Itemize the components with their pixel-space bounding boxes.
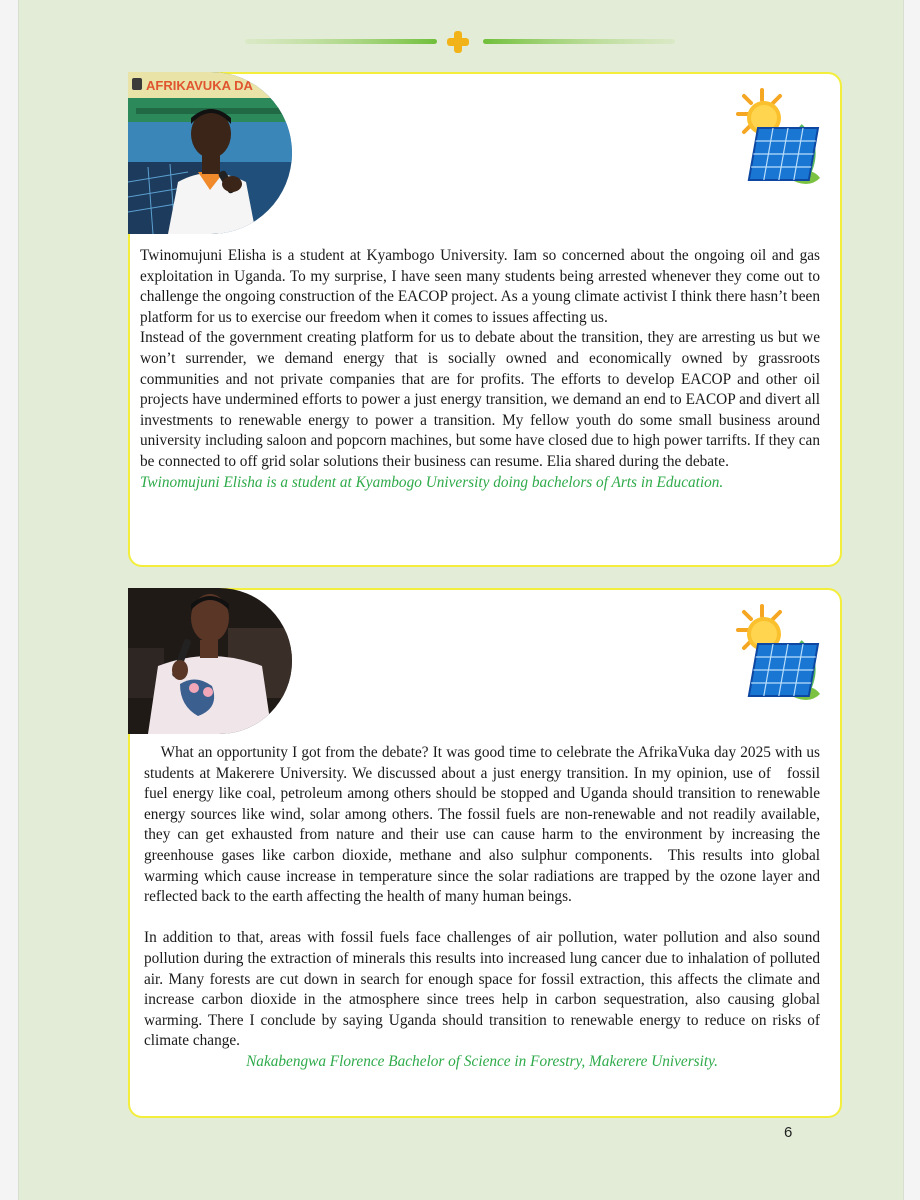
paragraph: In addition to that, areas with fossil fuels face challenges of air pollution, water pollution and also sound pollution during the extraction of minerals this results into increased lung cancer due to inhalation of polluted air. Many forests are cut down in search for enough space for fossil extraction, this affects the climate and increase carbon dioxide in the atmosphere since trees help in carbon sequestration, also causing global warming. There I conclude by saying Uganda should transition to renewable energy to reduce on risks of climate change. bbox=[144, 929, 820, 1050]
paragraph-gap bbox=[144, 908, 820, 929]
speaker-photo-florence bbox=[128, 588, 292, 734]
solar-panel-sun-icon bbox=[730, 86, 826, 196]
article-body bbox=[144, 743, 824, 1073]
paragraph: Twinomujuni Elisha is a student at Kyambogo University. Iam so concerned about the ongoing oil and gas exploitation in Uganda. To my surprise, I have seen many students being arrested whenever they come out to challenge the ongoing construction of the EACOP project. As a young climate activist I think there hasn’t been platform for us to exercise our freedom when it comes to issues affecting us. bbox=[140, 247, 820, 326]
page-right-edge bbox=[903, 0, 920, 1200]
article-card-florence bbox=[128, 588, 842, 1118]
page-left-edge bbox=[0, 0, 19, 1200]
banner-text: AFRIKAVUKA DA bbox=[146, 78, 253, 93]
plus-divider-icon bbox=[245, 28, 675, 56]
page-number: 6 bbox=[784, 1124, 793, 1141]
article-card-elisha bbox=[128, 72, 842, 567]
paragraph: What an opportunity I got from the debate? It was good time to celebrate the AfrikaVuka day 2025 with us students at Makerere University. We discussed about a just energy transition. In my opinion, use of fossil fuel energy like coal, petroleum among others should be stopped and Uganda should transition to renewable energy sources like wind, solar among others. The fossil fuels are non-renewable and not readily available, they can get exhausted from nature and their use can cause harm to the environment by increasing the greenhouse gases like carbon dioxide, methane and also sulphur components. This results into global warming which cause increase in temperature since the solar radiations are trapped by the ozone layer and reflected back to the earth affecting the health of many human beings. bbox=[144, 744, 824, 906]
solar-panel-sun-icon bbox=[730, 602, 826, 712]
paragraph: Instead of the government creating platform for us to debate about the transition, they are arresting us but we won’t surrender, we demand energy that is socially owned and economically owned by grassroots communities and not private companies that are for profits. The efforts to develop EACOP and other oil projects have undermined efforts to power a just energy transition, we demand an end to EACOP and divert all investments to renewable energy to power a transition. My fellow youth do some small business around university including saloon and popcorn machines, but some have closed due to high power tarrifts. If they can be connected to off grid solar solutions their business can resume. Elia shared during the debate. bbox=[140, 329, 820, 470]
article-body bbox=[140, 246, 820, 493]
author-credit: Twinomujuni Elisha is a student at Kyambogo University doing bachelors of Arts in Education. bbox=[140, 473, 724, 491]
author-credit: Nakabengwa Florence Bachelor of Science in Forestry, Makerere University. bbox=[246, 1052, 718, 1070]
speaker-photo-elisha bbox=[128, 72, 292, 234]
